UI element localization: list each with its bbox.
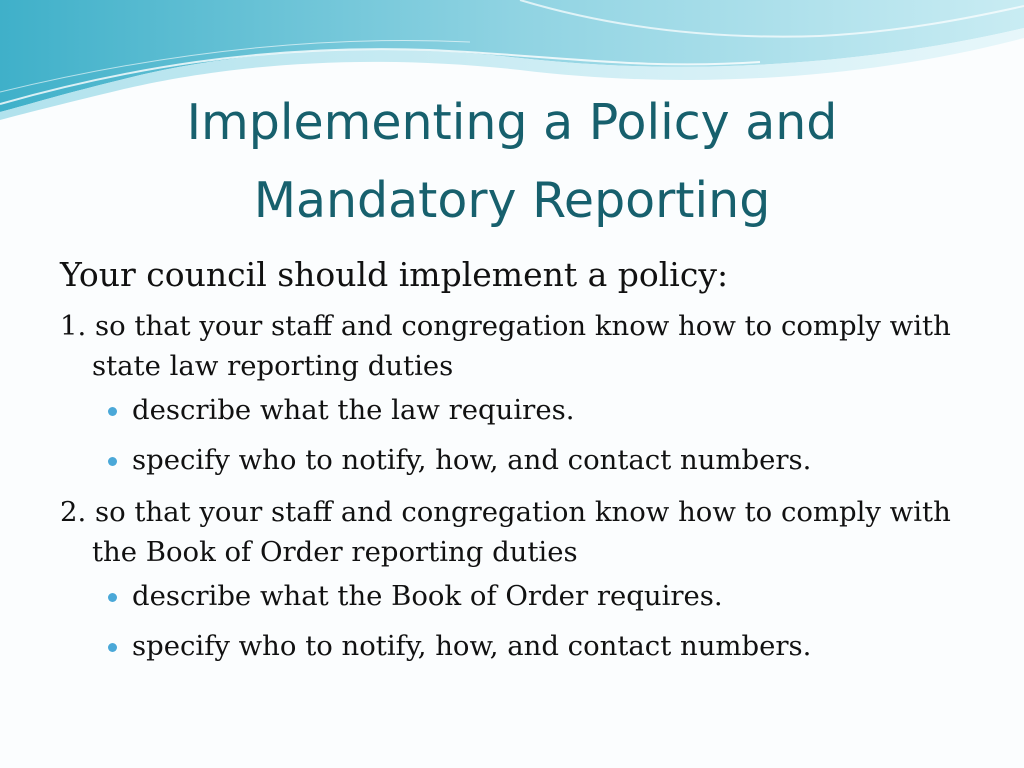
numbered-item-2: 2. so that your staff and congregation know how to comply with the Book of Order reporting duties: [60, 496, 951, 568]
bullet-text: describe what the law requires.: [132, 394, 575, 426]
bullet-dot-icon: [108, 457, 117, 466]
bullet-dot-icon: [108, 593, 117, 602]
bullet-dot-icon: [108, 643, 117, 652]
bullet-item: [60, 442, 990, 479]
bullet-dot-icon: [108, 407, 117, 416]
bullet-item: [60, 628, 990, 665]
bullet-text: specify who to notify, how, and contact numbers.: [132, 630, 812, 662]
bullet-item: [60, 392, 990, 429]
bullet-item: [60, 578, 990, 615]
slide-title: [112, 84, 912, 240]
bullet-list-1: [60, 392, 990, 479]
bullet-text: specify who to notify, how, and contact numbers.: [132, 444, 812, 476]
slide-title-line-2: Mandatory Reporting: [253, 172, 771, 229]
slide-title-line-1: Implementing a Policy and: [186, 94, 838, 151]
slide-body: [60, 252, 990, 678]
bullet-list-2: [60, 578, 990, 665]
numbered-item-1: 1. so that your staff and congregation know how to comply with state law reporting duties: [60, 310, 951, 382]
bullet-text: describe what the Book of Order requires.: [132, 580, 723, 612]
lead-text: Your council should implement a policy:: [60, 255, 729, 294]
